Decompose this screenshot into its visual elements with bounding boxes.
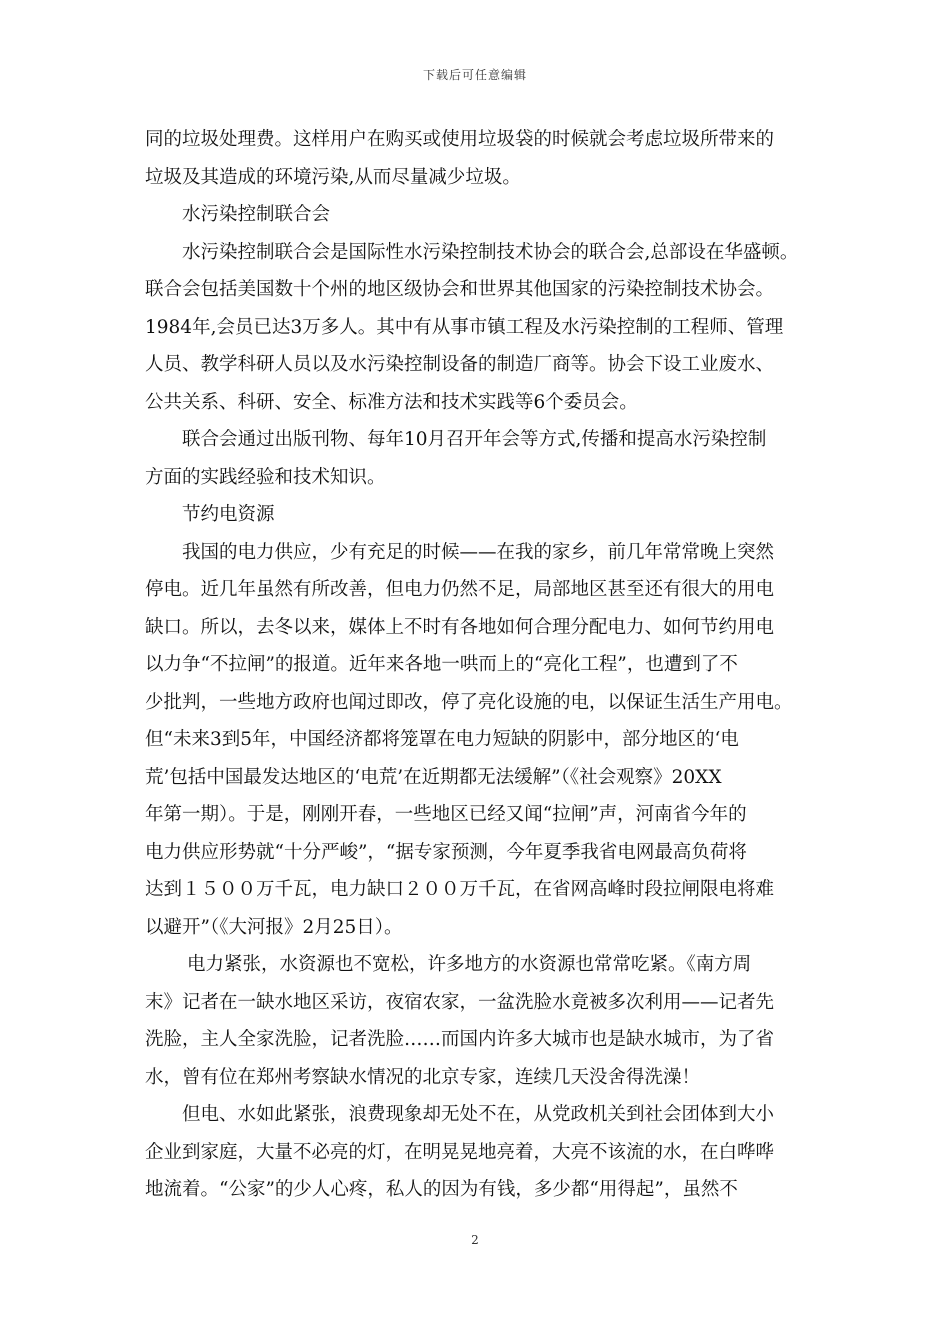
- text-line: 年第一期）。于是，刚刚开春，一些地区已经又闻“拉闸”声，河南省今年的: [145, 804, 747, 825]
- text-line: 达到１５００万千瓦，电力缺口２００万千瓦，在省网高峰时段拉闸限电将难: [145, 879, 775, 900]
- text-line: 方面的实践经验和技术知识。: [145, 466, 386, 488]
- text-line: 联合会包括美国数十个州的地区级协会和世界其他国家的污染控制技术协会。: [145, 279, 775, 300]
- text-line: 我国的电力供应，少有充足的时候——在我的家乡，前几年常常晚上突然: [182, 541, 775, 563]
- text-line: 洗脸，主人全家洗脸，记者洗脸……而国内许多大城市也是缺水城市，为了省: [145, 1029, 775, 1050]
- text-line: 1984年,会员已达3万多人。其中有从事市镇工程及水污染控制的工程师、管理: [145, 316, 784, 338]
- section-heading-save-electricity: 节约电资源: [182, 504, 275, 525]
- text-line: 垃圾及其造成的环境污染,从而尽量减少垃圾。: [145, 166, 521, 188]
- text-line: 地流着。“公家”的少人心疼，私人的因为有钱，多少都“用得起”，虽然不: [145, 1179, 738, 1200]
- text-line: 缺口。所以，去冬以来，媒体上不时有各地如何合理分配电力、如何节约用电: [145, 616, 775, 638]
- text-line: 停电。近几年虽然有所改善，但电力仍然不足，局部地区甚至还有很大的用电: [145, 579, 775, 600]
- text-line: 水，曾有位在郑州考察缺水情况的北京专家，连续几天没舍得洗澡！: [145, 1066, 701, 1088]
- text-line: 以避开”（《大河报》2月25日）。: [145, 916, 403, 938]
- document-body: [145, 121, 811, 1209]
- text-line: 末》记者在一缺水地区采访，夜宿农家，一盆洗脸水竟被多次利用——记者先: [145, 991, 775, 1013]
- text-line: 联合会通过出版刊物、每年10月召开年会等方式,传播和提高水污染控制: [182, 429, 767, 450]
- text-line: 同的垃圾处理费。这样用户在购买或使用垃圾袋的时候就会考虑垃圾所带来的: [145, 129, 775, 150]
- text-line: 但“未来3到5年，中国经济都将笼罩在电力短缺的阴影中，部分地区的‘电: [145, 729, 739, 750]
- text-line: 企业到家庭，大量不必亮的灯，在明晃晃地亮着，大亮不该流的水，在白哗哗: [145, 1141, 775, 1163]
- page-number: 2: [471, 1233, 479, 1247]
- text-line: 电力紧张，水资源也不宽松，许多地方的水资源也常常吃紧。《南方周: [187, 954, 752, 975]
- text-line: 公共关系、科研、安全、标准方法和技术实践等6个委员会。: [145, 391, 638, 413]
- page-header: 下载后可任意编辑: [422, 68, 527, 82]
- section-heading-water-pollution: 水污染控制联合会: [182, 204, 331, 225]
- text-line: 水污染控制联合会是国际性水污染控制技术协会的联合会,总部设在华盛顿。: [182, 241, 799, 263]
- text-line: 电力供应形势就“十分严峻”，“据专家预测，今年夏季我省电网最高负荷将: [145, 841, 747, 863]
- text-line: 少批判，一些地方政府也闻过即改，停了亮化设施的电，以保证生活生产用电。: [145, 691, 793, 713]
- text-line: 以力争“不拉闸”的报道。近年来各地一哄而上的“亮化工程”，也遭到了不: [145, 654, 738, 675]
- text-line: 人员、教学科研人员以及水污染控制设备的制造厂商等。协会下设工业废水、: [145, 354, 775, 375]
- text-line: 荒’包括中国最发达地区的‘电荒’在近期都无法缓解”（《社会观察》20XX: [145, 766, 722, 788]
- text-line: 但电、水如此紧张，浪费现象却无处不在，从党政机关到社会团体到大小: [182, 1104, 775, 1125]
